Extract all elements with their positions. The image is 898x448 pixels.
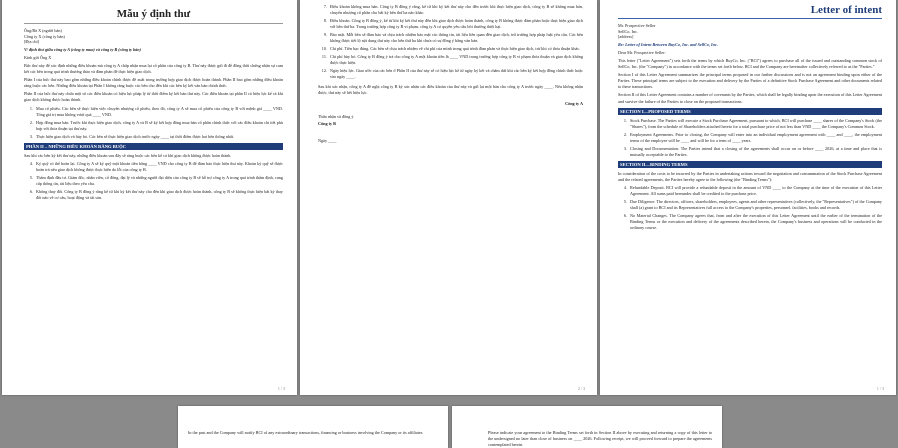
clause: 5. Thẩm định đầu tư. Giám đốc, nhân viên, cổ đông, đại lý và những người đại diện của công ty B sẽ hỗ trợ công ty A trong quá trình thẩm định, cung cấp thông tin, tài liệu theo yêu cầu. [29,174,283,186]
paragraph: Section II of this Letter Agreement contains a number of covenants by the Parties, which shall be legally binding upon the execution of this Letter Agreement and survive the failure of the Parties to close on the proposed transactions. [618,92,882,104]
document-page-4 [178,406,448,448]
divider [618,18,882,19]
clause: 12. Ngày hiệu lực. Giao ước của các bên ở Phần II của thư này sẽ có hiệu lực kể từ ngày ký kết và chấm dứt khi các bên ký kết hợp đồng chính thức hoặc vào ngày ____. [321,68,583,79]
paragraph: Bức thư này để xác định những điều khoản mà công ty A chấp nhận mua lại cổ phần của công ty B. Thư này được gửi đi để đồng thời chứng nhận sự cam kết các bên trong quá trình thương thảo và đàm phán để thực hiện giao dịch. [24,62,283,75]
section-header: PHẦN II – NHỮNG ĐIỀU KHOẢN RÀNG BUỘC [24,143,283,150]
address-line: SellCo, Inc. [618,28,638,34]
clause: 8. Điều khoản. Công ty B đồng ý, kể từ khi ký kết thư này đến khi giao dịch được hoàn thành, công ty B không được đàm phán hoặc thực hiện giao dịch với bên thứ ba. Trong trường hợp công ty B vi phạm, công ty A có quyền yêu cầu bồi thường thiệt hại. [323,18,583,29]
page-number: 1 / 3 [876,386,884,391]
clause: 3. Closing and Documentation. The Parties intend that a closing of the agreements shall occur on or before ____ 2026, at a time and place that is mutually acceptable to the Parties. [623,145,882,157]
clause: 10. Chi phí. Tiền bạc đúng. Các bên sẽ chịu trách nhiệm về chi phí của mình trong quá trình đàm phán và thực hiện giao dịch, trừ khi có thỏa thuận khác. [321,46,581,51]
signer-b: Công ty B [318,121,336,127]
clause: 3. Thực hiện giao dịch và hủy bỏ. Các bên sẽ thực hiện giao dịch trước ngày ____ tại thời điểm được hai bên thống nhất. [29,133,235,139]
section-header: SECTION I—PROPOSED TERMS [618,108,882,115]
page-title: Mẫu ý định thư [116,8,191,20]
document-page-2 [300,0,597,395]
document-page-5 [452,406,722,448]
clause: 4. Ký quỹ có thể hoàn lại. Công ty A sẽ ký quỹ một khoản tiền bằng ____ VND cho công ty B để đảm bảo thực hiện thư này. Khoản ký quỹ sẽ được hoàn trả nếu giao dịch không được thực hiện do lỗi của công ty B. [29,160,283,172]
paragraph: In consideration of the costs to be incurred by the Parties in undertaking actions toward the negotiation and consummation of the Stock Purchase Agreement and the related agreements, the Parties hereby agree to the following (the "Binding Terms"): [618,170,882,182]
address-line: [address] [618,34,634,40]
clause: 7. Điều khoản không mua bán. Công ty B đồng ý rằng, kể từ khi ký kết thư này cho đến trước khi thực hiện giao dịch, công ty B sẽ không mua bán, chuyển nhượng cổ phần cho bất kỳ bên thứ ba nào khác. [323,4,583,15]
clause: 4. Refundable Deposit. BCI will provide a refundable deposit in the amount of VND ____ to the Company at the time of the execution of this Letter Agreement. All sums paid hereunder shall be credited to the purchase price. [623,184,882,196]
page-number: 2 / 3 [577,386,585,391]
paragraph: Sau khi các bên ký kết thư này, những điều khoản sau đây sẽ ràng buộc các bên kể cả khi giao dịch không được hoàn thành. [24,152,232,158]
greeting: Dear Mr. Prospective Seller: [618,49,666,55]
subject-line: V/ định thư giữa công ty A (công ty mua) và công ty B (công ty bán) [24,46,141,52]
subject-line: Re: Letter of Intent Between BuyCo, Inc. and SellCo, Inc. [618,41,718,47]
address-line: [Địa chỉ] [24,39,39,45]
clause: 1. Stock Purchase. The Parties will execute a Stock Purchase Agreement, pursuant to which, BCI will purchase ____ shares of the Company's Stock (the "Shares"), from the schedule of Shareholders attached hereto for a total purchase price of not less than VND ____ the Company's Common Stock. [623,117,882,129]
clause: 11. Chi phí hủy bỏ. Công ty B đồng ý trả cho công ty A một khoản tiền là ____ VND trong trường hợp công ty B vi phạm thỏa thuận và giao dịch không được thực hiện. [321,54,583,65]
paragraph: Phần I của bức thư này bao gồm những điều khoản chính được đề xuất trong trường hợp giao dịch được hoàn thành. Phần II bao gồm những điều khoản ràng buộc các bên. Những điều khoản tại Phần I không ràng buộc các bên cho đến khi các bên ký kết văn bản chính thức. [24,77,283,89]
clause: 5. Due Diligence. The directors, officers, shareholders, employees, agents and other representatives (collectively, the "Representatives") of the Company shall (a) grant to BCI and its Representatives full access to the Company's properties, personnel, facilities, books and records. [623,198,882,210]
clause: 2. Employment Agreements. Prior to closing, the Company will enter into an individual employment agreement with ____ and ____, the employment terms of the employee will be ____ and will be for a term of ____ years. [623,131,882,143]
paragraph: Please indicate your agreement to the Binding Terms set forth in Section II above by executing and returning a copy of this letter to the undersigned no later than close of business on ____ 2026. Following receipt, we will proceed forward to prepare the agreements contemplated herein. [488,430,712,448]
document-page-1 [2,0,297,395]
greeting: Kính gửi Ông X [24,54,52,60]
address-line: Mr. Prospective Seller [618,23,656,28]
clause: 6. Không thay đổi. Công ty B đồng ý rằng kể từ khi ký kết thư này cho đến khi giao dịch được hoàn thành, công ty B sẽ không thực hiện bất kỳ thay đổi nào về cơ cấu, hoạt động và tài sản. [29,188,283,200]
page-number: 1 / 3 [277,386,285,391]
paragraph: Phần II của bức thư này chứa một số các điều khoản có hiệu lực pháp lý từ thời điểm ký kết bản thư này. Các điều khoản tại phần II có hiệu lực kể cả khi giao dịch không được hoàn thành. [24,91,283,103]
clause: 6. No Material Changes. The Company agrees that, from and after the execution of this Letter Agreement until the earlier of the termination of the Binding Terms or the execution and delivery of the agreements described herein, the Company's business and operations will be conducted in the ordinary course. [623,212,882,230]
closing-paragraph: Sau khi xác nhận, công ty A đề nghị công ty B ký xác nhận các điều khoản của thư này và gửi lại một bản cho công ty A trước ngày ____. Nếu không nhận được, thư này sẽ hết hiệu lực. [318,84,583,96]
document-page-3 [600,0,896,395]
signer-a: Công ty A [565,101,583,107]
paragraph: This letter ("Letter Agreement") sets forth the terms by which BuyCo, Inc. ("BCI") agrees to purchase all of the issued and outstanding common stock of SellCo, Inc. (the "Company") in accordance with the terms set forth below. BCI and the Company are hereinafter collectively referred to as the "Parties." [618,57,882,70]
divider [24,23,283,24]
confirmation-label: Thừa nhận và đồng ý [318,114,354,120]
address-line: Ông/Bà X (người bán) [24,28,62,33]
paragraph: In the past and the Company will notify BCI of any extraordinary transactions, financing or business involving the Company or its affiliates. [188,430,424,435]
paragraph: Section I of this Letter Agreement summarizes the principal terms proposed in our further discussions and is not an agreement binding upon either of the Parties. These principal terms are subject to the execution and delivery by the Parties of a definitive Stock Purchase Agreement and other documents related to these transactions. [618,72,882,90]
date-line: Ngày ____ [318,138,337,144]
section-header: SECTION II—BINDING TERMS [618,161,882,168]
clause: 2. Hợp đồng mua bán. Trước khi thực hiện giao dịch, công ty A và B sẽ ký kết hợp đồng mua bán cổ phần chính thức với các điều khoản chi tiết phù hợp với thỏa thuận tại thư này. [29,119,283,131]
address-line: Công ty X (công ty bán) [24,33,65,39]
page-title: Letter of intent [810,4,882,16]
clause: 1. Mua cổ phiếu. Các bên sẽ thực hiện việc chuyển nhượng cổ phiếu, theo đó, công ty A sẽ mua cổ phiếu của công ty B với mệnh giá ____ VND. Tổng giá trị mua không vượt quá ____ VND. [29,105,283,117]
clause: 9. Bảo mật. Mỗi bên sẽ đảm bảo và chịu trách nhiệm bảo mật các thông tin, tài liệu liên quan đến giao dịch, trừ trường hợp pháp luật yêu cầu. Các bên không được tiết lộ nội dung thư này cho bên thứ ba khi chưa có sự đồng ý bằng văn bản. [323,32,583,43]
